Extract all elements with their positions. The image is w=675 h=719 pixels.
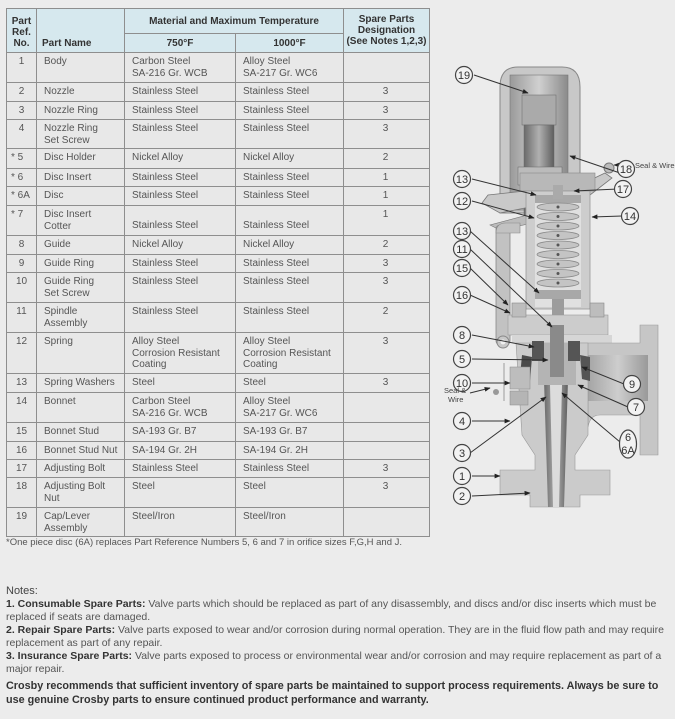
header-750f: 750°F (125, 34, 236, 53)
part-name-cell: Spring Washers (37, 374, 125, 393)
callout-label: 19 (457, 70, 471, 82)
material-750f-cell: Carbon Steel SA-216 Gr. WCB (125, 393, 236, 423)
part-name-cell: Guide Ring Set Screw (37, 273, 125, 303)
spare-designation-cell (344, 393, 430, 423)
material-750f-cell: Stainless Steel (125, 187, 236, 206)
part-ref-cell: 10 (7, 273, 37, 303)
material-1000f-cell: Stainless Steel (236, 102, 344, 120)
part-name-cell: Nozzle Ring Set Screw (37, 120, 125, 149)
table-row (7, 120, 430, 149)
table-row (7, 236, 430, 255)
table-row (7, 206, 430, 236)
material-1000f-cell: Stainless Steel (236, 206, 344, 236)
callout-label: 8 (458, 330, 466, 342)
table-row (7, 53, 430, 83)
spare-designation-cell: 1 (344, 206, 430, 236)
note-2-text: Valve parts exposed to wear and/or corrosion during normal operation. They are in the fluid flow path and may require replacement as part of any repair. (6, 624, 664, 649)
part-name-cell: Spindle Assembly (37, 303, 125, 333)
notes-section (6, 585, 671, 707)
spare-designation-cell: 3 (344, 374, 430, 393)
part-name-cell: Spring (37, 333, 125, 374)
material-750f-cell: Steel/Iron (125, 508, 236, 537)
material-750f-cell: Steel (125, 374, 236, 393)
material-1000f-cell: Stainless Steel (236, 169, 344, 187)
spare-designation-cell: 3 (344, 460, 430, 478)
spare-designation-cell (344, 508, 430, 537)
part-name-cell: Body (37, 53, 125, 83)
material-750f-cell: Stainless Steel (125, 102, 236, 120)
material-750f-cell: Nickel Alloy (125, 149, 236, 169)
material-750f-cell: Stainless Steel (125, 303, 236, 333)
spare-designation-cell: 2 (344, 149, 430, 169)
spare-designation-cell: 3 (344, 478, 430, 508)
crosby-recommendation: Crosby recommends that sufficient inventory of spare parts be maintained to support process requirements. Always be sure to use genuine Crosby parts to ensure continued product performance and warranty. (6, 680, 659, 706)
callout-6 (620, 430, 637, 458)
material-1000f-cell: Stainless Steel (236, 120, 344, 149)
part-ref-cell: 3 (7, 102, 37, 120)
spare-designation-cell: 2 (344, 303, 430, 333)
header-material-temperature: Material and Maximum Temperature (125, 9, 344, 34)
note-3-text: Valve parts exposed to process or environmental wear and/or corrosion and may require replacement as part of a major repair. (6, 650, 662, 675)
spring-center-dot (557, 253, 560, 256)
part-ref-cell: 12 (7, 333, 37, 374)
material-1000f-cell: SA-193 Gr. B7 (236, 423, 344, 442)
callout-2 (454, 488, 471, 505)
material-1000f-cell: SA-194 Gr. 2H (236, 442, 344, 460)
callout-13 (454, 171, 471, 188)
material-1000f-cell: Stainless Steel (236, 303, 344, 333)
part-ref-cell: 11 (7, 303, 37, 333)
material-750f-cell: Stainless Steel (125, 120, 236, 149)
callout-label: 15 (455, 263, 469, 275)
callout-label: 4 (458, 416, 466, 428)
callout-label: 2 (458, 491, 466, 503)
spare-designation-cell: 3 (344, 255, 430, 273)
part-name-cell: Adjusting Bolt Nut (37, 478, 125, 508)
table-row (7, 273, 430, 303)
table-row (7, 149, 430, 169)
spring-center-dot (557, 282, 560, 285)
part-name-cell: Cap/Lever Assembly (37, 508, 125, 537)
parts-table-body (7, 53, 430, 537)
material-1000f-cell: Stainless Steel (236, 273, 344, 303)
part-name-cell: Disc Insert Cotter (37, 206, 125, 236)
note-3 (6, 650, 671, 676)
part-name-cell: Bonnet Stud Nut (37, 442, 125, 460)
part-ref-cell: * 6A (7, 187, 37, 206)
callout-label: 13 (455, 226, 469, 238)
spring-center-dot (557, 244, 560, 247)
spring-center-dot (557, 263, 560, 266)
table-row (7, 187, 430, 206)
part-ref-cell: * 5 (7, 149, 37, 169)
part-ref-cell: 8 (7, 236, 37, 255)
spring-center-dot (557, 272, 560, 275)
callout-label: 12 (455, 196, 469, 208)
header-1000f: 1000°F (236, 34, 344, 53)
material-750f-cell: Stainless Steel (125, 83, 236, 102)
part-name-cell: Nozzle Ring (37, 102, 125, 120)
note-1-label: 1. Consumable Spare Parts: (6, 598, 146, 610)
spring-center-dot (557, 206, 560, 209)
material-1000f-cell: Steel (236, 374, 344, 393)
table-row (7, 478, 430, 508)
callout-label: 13 (455, 174, 469, 186)
callout-label: 1 (458, 471, 466, 483)
table-row (7, 169, 430, 187)
material-1000f-cell: Stainless Steel (236, 83, 344, 102)
lower-spring-washer (535, 290, 581, 299)
callout-label: 18 (619, 164, 633, 176)
part-ref-cell: 1 (7, 53, 37, 83)
spring-center-dot (557, 225, 560, 228)
callout-9 (624, 376, 641, 393)
spare-designation-cell: 3 (344, 273, 430, 303)
part-name-cell: Disc (37, 187, 125, 206)
parts-table (6, 8, 430, 537)
part-name-cell: Guide Ring (37, 255, 125, 273)
material-750f-cell: Alloy Steel Corrosion Resistant Coating (125, 333, 236, 374)
callout-label: 17 (616, 184, 630, 196)
part-name-cell: Bonnet (37, 393, 125, 423)
material-1000f-cell: Steel (236, 478, 344, 508)
callout-label-6a: 6A (621, 445, 635, 457)
callout-8 (454, 327, 471, 344)
material-1000f-cell: Alloy Steel SA-217 Gr. WC6 (236, 53, 344, 83)
table-row (7, 255, 430, 273)
material-1000f-cell: Nickel Alloy (236, 236, 344, 255)
part-name-cell: Disc Insert (37, 169, 125, 187)
material-750f-cell: Steel (125, 478, 236, 508)
callout-label: 11 (456, 244, 468, 256)
material-1000f-cell: Nickel Alloy (236, 149, 344, 169)
material-1000f-cell: Stainless Steel (236, 187, 344, 206)
note-1 (6, 598, 671, 624)
header-part-ref-no: Part Ref. No. (7, 9, 37, 53)
seal-wire-label-top: Seal & Wire (635, 161, 675, 170)
header-part-name: Part Name (37, 9, 125, 53)
spare-designation-cell: 2 (344, 236, 430, 255)
part-ref-cell: 14 (7, 393, 37, 423)
note-1-text: Valve parts which should be replaced as part of any disassembly, and discs and/or disc inserts which must be replaced if seats are damaged. (6, 598, 657, 623)
material-750f-cell: Stainless Steel (125, 206, 236, 236)
callout-1 (454, 468, 471, 485)
callout-label: 16 (455, 290, 469, 302)
callout-19 (456, 67, 473, 84)
callout-18 (618, 161, 635, 178)
part-ref-cell: 9 (7, 255, 37, 273)
callout-14 (622, 208, 639, 225)
part-ref-cell: 4 (7, 120, 37, 149)
part-ref-cell: 17 (7, 460, 37, 478)
part-ref-cell: * 7 (7, 206, 37, 236)
callout-11 (454, 241, 471, 258)
callout-3 (454, 445, 471, 462)
material-750f-cell: Stainless Steel (125, 169, 236, 187)
part-ref-cell: 13 (7, 374, 37, 393)
spare-designation-cell: 3 (344, 102, 430, 120)
callout-16 (454, 287, 471, 304)
note-3-label: 3. Insurance Spare Parts: (6, 650, 133, 662)
note-2 (6, 624, 671, 650)
callout-label: 14 (623, 211, 637, 223)
spare-designation-cell: 3 (344, 120, 430, 149)
material-1000f-cell: Steel/Iron (236, 508, 344, 537)
material-1000f-cell: Stainless Steel (236, 255, 344, 273)
table-row (7, 423, 430, 442)
part-ref-cell: 19 (7, 508, 37, 537)
part-name-cell: Bonnet Stud (37, 423, 125, 442)
seal-wire-label-side-1: Seal & (444, 386, 467, 395)
material-750f-cell: Stainless Steel (125, 273, 236, 303)
header-spare-parts-designation: Spare Parts Designation (See Notes 1,2,3) (344, 9, 430, 53)
spare-designation-cell (344, 53, 430, 83)
table-row (7, 460, 430, 478)
material-1000f-cell: Alloy Steel Corrosion Resistant Coating (236, 333, 344, 374)
material-750f-cell: Stainless Steel (125, 460, 236, 478)
callout-15 (454, 260, 471, 277)
table-row (7, 508, 430, 537)
table-row (7, 83, 430, 102)
material-750f-cell: SA-194 Gr. 2H (125, 442, 236, 460)
part-ref-cell: 16 (7, 442, 37, 460)
table-row (7, 102, 430, 120)
part-ref-cell: 15 (7, 423, 37, 442)
spare-designation-cell (344, 442, 430, 460)
spring-center-dot (557, 215, 560, 218)
valve-cross-section-diagram (440, 55, 675, 525)
callout-13 (454, 223, 471, 240)
table-row (7, 442, 430, 460)
table-footnote: *One piece disc (6A) replaces Part Reference Numbers 5, 6 and 7 in orifice sizes F,G,H and J. (6, 537, 403, 548)
callout-5 (454, 351, 471, 368)
seal-wire-label-side-2: Wire (448, 395, 464, 404)
spring-center-dot (557, 234, 560, 237)
table-row (7, 333, 430, 374)
material-750f-cell: Nickel Alloy (125, 236, 236, 255)
material-750f-cell: SA-193 Gr. B7 (125, 423, 236, 442)
table-row (7, 303, 430, 333)
spare-designation-cell: 3 (344, 83, 430, 102)
spare-designation-cell: 1 (344, 169, 430, 187)
callout-label: 3 (458, 448, 466, 460)
part-ref-cell: 2 (7, 83, 37, 102)
callout-12 (454, 193, 471, 210)
note-2-label: 2. Repair Spare Parts: (6, 624, 116, 636)
part-ref-cell: * 6 (7, 169, 37, 187)
part-name-cell: Guide (37, 236, 125, 255)
notes-title: Notes: (6, 585, 38, 597)
callout-label: 6 (624, 432, 632, 444)
spare-designation-cell (344, 423, 430, 442)
material-1000f-cell: Stainless Steel (236, 460, 344, 478)
callout-label: 10 (455, 378, 469, 390)
table-row (7, 393, 430, 423)
callout-label: 9 (628, 379, 636, 391)
callout-17 (615, 181, 632, 198)
spring (537, 203, 579, 287)
callout-4 (454, 413, 471, 430)
table-row (7, 374, 430, 393)
part-name-cell: Disc Holder (37, 149, 125, 169)
part-ref-cell: 18 (7, 478, 37, 508)
part-name-cell: Nozzle (37, 83, 125, 102)
callout-label: 7 (632, 402, 640, 414)
material-750f-cell: Carbon Steel SA-216 Gr. WCB (125, 53, 236, 83)
callout-7 (628, 399, 645, 416)
callout-label: 5 (458, 354, 466, 366)
outlet-body (580, 325, 658, 455)
spare-designation-cell: 3 (344, 333, 430, 374)
material-750f-cell: Stainless Steel (125, 255, 236, 273)
part-name-cell: Adjusting Bolt (37, 460, 125, 478)
spare-designation-cell: 1 (344, 187, 430, 206)
material-1000f-cell: Alloy Steel SA-217 Gr. WC6 (236, 393, 344, 423)
